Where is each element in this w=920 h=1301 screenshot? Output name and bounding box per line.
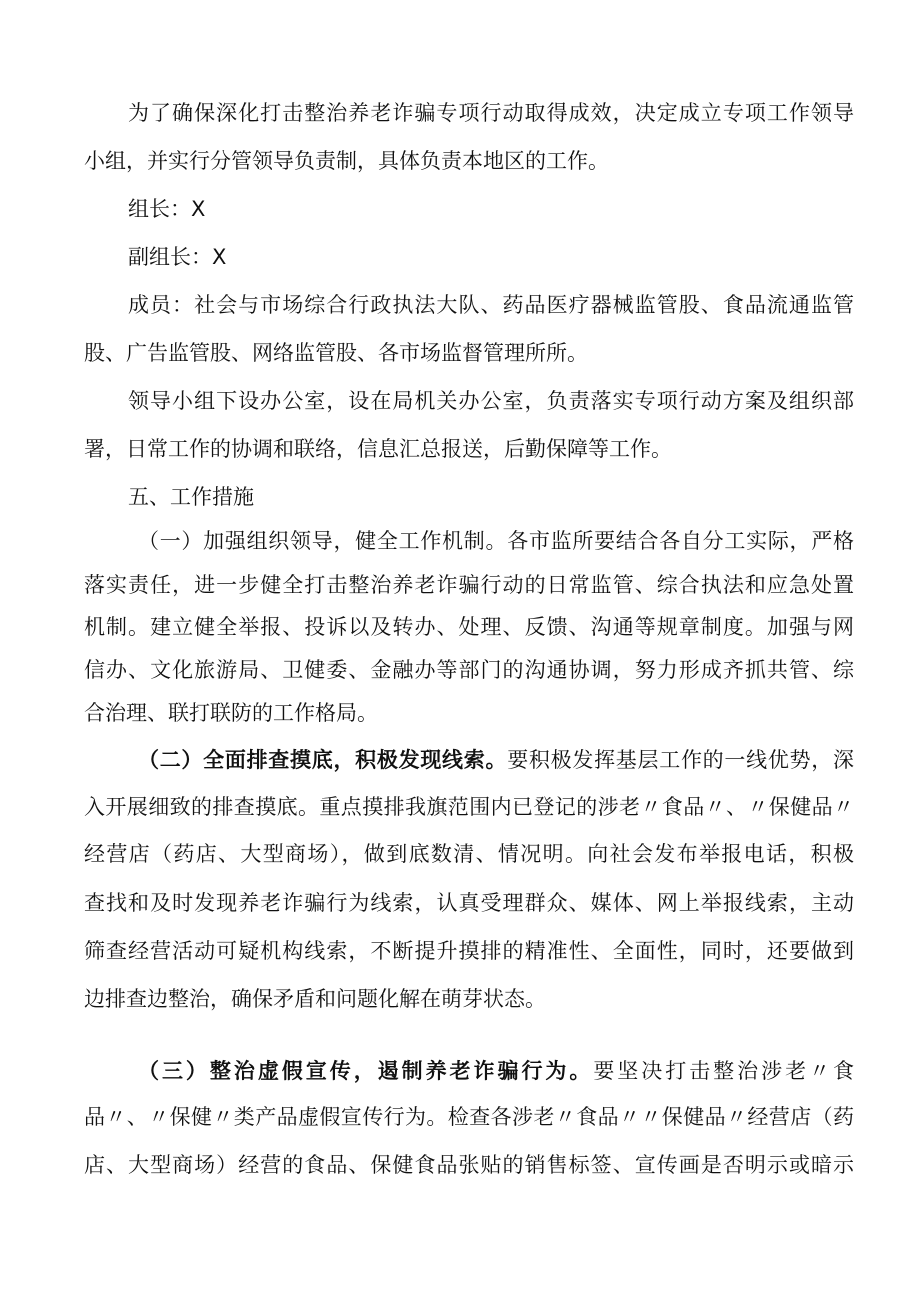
measure-1-line: 机制。建立健全举报、投诉以及转办、处理、反馈、沟通等规章制度。加强与网: [84, 615, 854, 639]
measure-2-text: 要积极发挥基层工作的一线优势，深: [507, 748, 854, 772]
office-line: 署，日常工作的协调和联络，信息汇总报送，后勤保障等工作。: [84, 437, 672, 461]
office-line: 领导小组下设办公室，设在局机关办公室，负责落实专项行动方案及组织部: [128, 389, 854, 413]
measure-2-first-line: [138, 745, 854, 775]
measure-2-line: 入开展细致的排查摸底。重点摸排我旗范围内已登记的涉老〃食品〃、〃保健品〃: [84, 795, 854, 819]
paragraph-line: 为了确保深化打击整治养老诈骗专项行动取得成效，决定成立专项工作领导: [128, 101, 854, 125]
measure-2-line: 边排查边整治，确保矛盾和问题化解在萌芽状态。: [84, 987, 546, 1011]
measure-2-line: 筛查经营活动可疑机构线索，不断提升摸排的精准性、全面性，同时，还要做到: [84, 939, 854, 963]
measure-2-line: 经营店（药店、大型商场），做到底数清、情况明。向社会发布举报电话，积极: [84, 842, 854, 866]
paragraph-line: 小组，并实行分管领导负责制，具体负责本地区的工作。: [84, 149, 609, 173]
measure-1-line: 落实责任，进一步健全打击整治养老诈骗行动的日常监管、综合执法和应急处置: [84, 573, 854, 597]
measure-3-first-line: [138, 1056, 854, 1086]
section-heading: 五、工作措施: [128, 485, 254, 509]
measure-3-text: 要坚决打击整治涉老〃食: [593, 1059, 854, 1083]
measure-2-heading: （二）全面排查摸底，积极发现线索。: [138, 748, 508, 772]
deputy-leader-line: 副组长：X: [128, 245, 227, 269]
members-line: 股、广告监管股、网络监管股、各市场监督管理所所。: [84, 341, 588, 365]
measure-3-line: 品〃、〃保健〃类产品虚假宣传行为。检查各涉老〃食品〃〃保健品〃经营店（药: [84, 1105, 854, 1129]
leader-line: 组长：X: [128, 197, 206, 221]
members-line: 成员：社会与市场综合行政执法大队、药品医疗器械监管股、食品流通监管: [128, 293, 854, 317]
measure-1-line: （一）加强组织领导，健全工作机制。各市监所要结合各自分工实际，严格: [138, 529, 854, 553]
measure-1-line: 信办、文化旅游局、卫健委、金融办等部门的沟通协调，努力形成齐抓共管、综: [84, 658, 854, 682]
measure-3-heading: （三）整治虚假宣传，遏制养老诈骗行为。: [138, 1059, 594, 1083]
measure-3-line: 店、大型商场）经营的食品、保健食品张贴的销售标签、宣传画是否明示或暗示: [84, 1153, 854, 1177]
measure-1-line: 合治理、联打联防的工作格局。: [84, 701, 378, 725]
measure-2-line: 查找和及时发现养老诈骗行为线索，认真受理群众、媒体、网上举报线索，主动: [84, 891, 854, 915]
